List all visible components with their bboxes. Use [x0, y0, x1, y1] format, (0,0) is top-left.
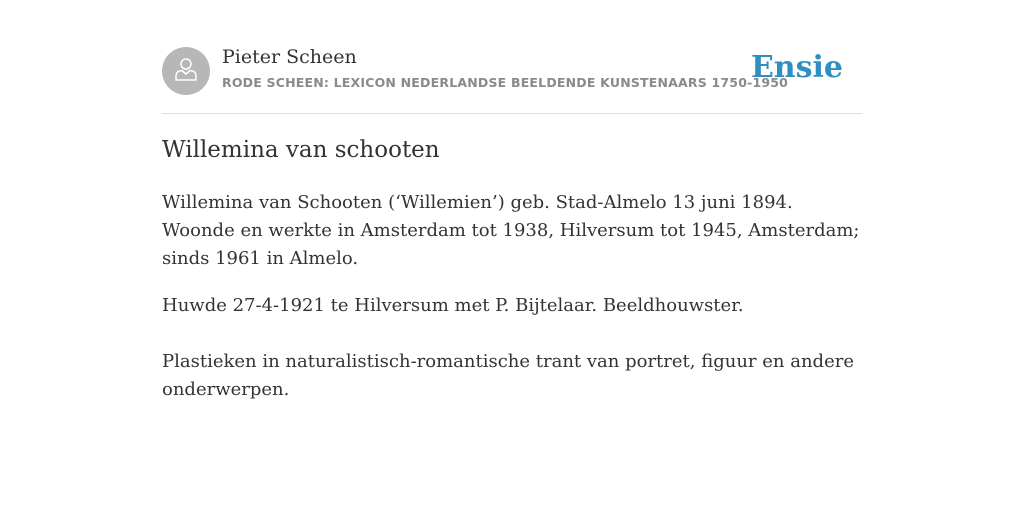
paragraph: Plastieken in naturalistisch-romantische trant van portret, figuur en andere onderwerpen. [162, 351, 854, 400]
article-title: Willemina van schooten [162, 137, 440, 163]
avatar[interactable] [162, 47, 210, 95]
paragraph: Willemina van Schooten (‘Willemien’) geb. Stad-Almelo 13 juni 1894. Woonde en werkte in Amsterdam tot 1938, Hilversum tot 1945, Amsterdam; sinds 1961 in Almelo. [162, 192, 860, 269]
paragraph: Huwde 27-4-1921 te Hilversum met P. Bijtelaar. Beeldhouwster. [162, 295, 744, 316]
article-body [162, 189, 867, 404]
source-label[interactable]: RODE SCHEEN: LEXICON NEDERLANDSE BEELDENDE KUNSTENAARS 1750-1950 [222, 75, 789, 90]
ensie-logo[interactable]: Ensie [750, 50, 843, 85]
author-name[interactable]: Pieter Scheen [222, 46, 357, 68]
person-icon [172, 55, 200, 88]
article-header [162, 44, 862, 114]
